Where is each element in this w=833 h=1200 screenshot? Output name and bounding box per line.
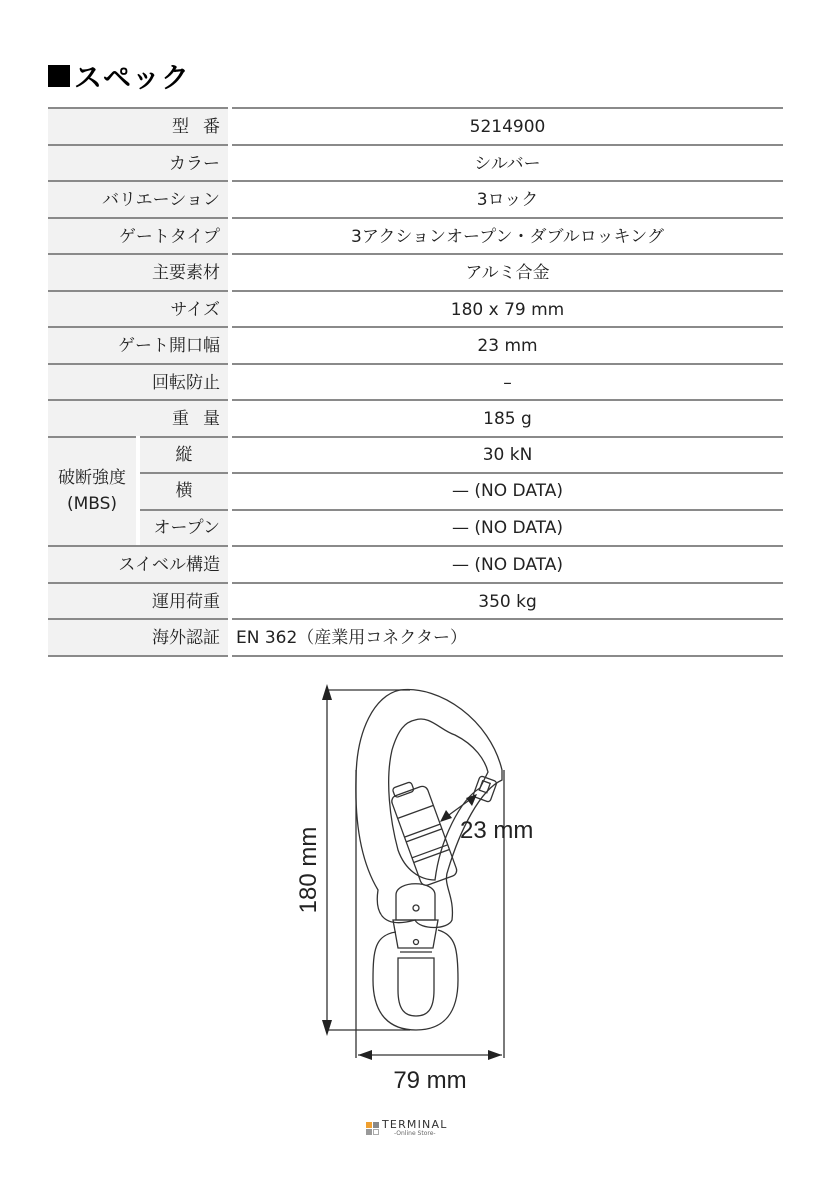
row-value: シルバー [232, 144, 783, 181]
row-value: 23 mm [232, 326, 783, 363]
row-label: 横 [140, 472, 228, 509]
square-bullet-icon [48, 65, 70, 87]
table-row [48, 326, 783, 363]
row-value: – [232, 363, 783, 400]
table-row [136, 472, 783, 509]
table-row [48, 582, 783, 619]
carabiner-diagram [280, 680, 560, 1100]
mbs-label: 破断強度 (MBS) [48, 436, 136, 546]
page-title [48, 56, 190, 96]
row-value: EN 362（産業用コネクター） [232, 618, 783, 655]
width-label: 79 mm [393, 1067, 467, 1094]
table-row [48, 217, 783, 254]
table-row [48, 399, 783, 436]
row-label: 縦 [140, 436, 228, 473]
row-label: 海外認証 [48, 618, 228, 655]
row-label: 型番 [48, 107, 228, 144]
row-value: 350 kg [232, 582, 783, 619]
carabiner-drawing [280, 680, 560, 1100]
row-value: 180 x 79 mm [232, 290, 783, 327]
table-row [48, 545, 783, 582]
row-value: 185 g [232, 399, 783, 436]
row-value: 3ロック [232, 180, 783, 217]
table-row [48, 107, 783, 144]
row-label: ゲート開口幅 [48, 326, 228, 363]
logo-mark-icon [366, 1122, 379, 1135]
row-value: — (NO DATA) [232, 472, 783, 509]
row-label: 回転防止 [48, 363, 228, 400]
table-row [136, 509, 783, 546]
row-label: ゲートタイプ [48, 217, 228, 254]
row-value: 30 kN [232, 436, 783, 473]
table-row [48, 618, 783, 655]
table-row [48, 363, 783, 400]
table-row [48, 290, 783, 327]
gate-opening-label: 23 mm [460, 817, 534, 844]
row-value: 3アクションオープン・ダブルロッキング [232, 217, 783, 254]
table-row [48, 144, 783, 181]
logo-subtitle: -Online Store- [393, 1130, 436, 1137]
mbs-group [48, 436, 783, 546]
row-label: オープン [140, 509, 228, 546]
row-label: 運用荷重 [48, 582, 228, 619]
row-label: 重量 [48, 399, 228, 436]
spec-table [48, 107, 783, 657]
row-value: — (NO DATA) [232, 545, 783, 582]
logo-name: TERMINAL [382, 1118, 448, 1131]
row-label: カラー [48, 144, 228, 181]
table-row [136, 436, 783, 473]
row-value: — (NO DATA) [232, 509, 783, 546]
row-value: 5214900 [232, 107, 783, 144]
row-label: バリエーション [48, 180, 228, 217]
height-label: 180 mm [295, 826, 322, 914]
terminal-logo [366, 1119, 448, 1137]
page-title-text: スペック [74, 61, 191, 94]
row-label: サイズ [48, 290, 228, 327]
row-value: アルミ合金 [232, 253, 783, 290]
row-label: 主要素材 [48, 253, 228, 290]
table-row [48, 253, 783, 290]
table-row [48, 180, 783, 217]
row-label: スイベル構造 [48, 545, 228, 582]
